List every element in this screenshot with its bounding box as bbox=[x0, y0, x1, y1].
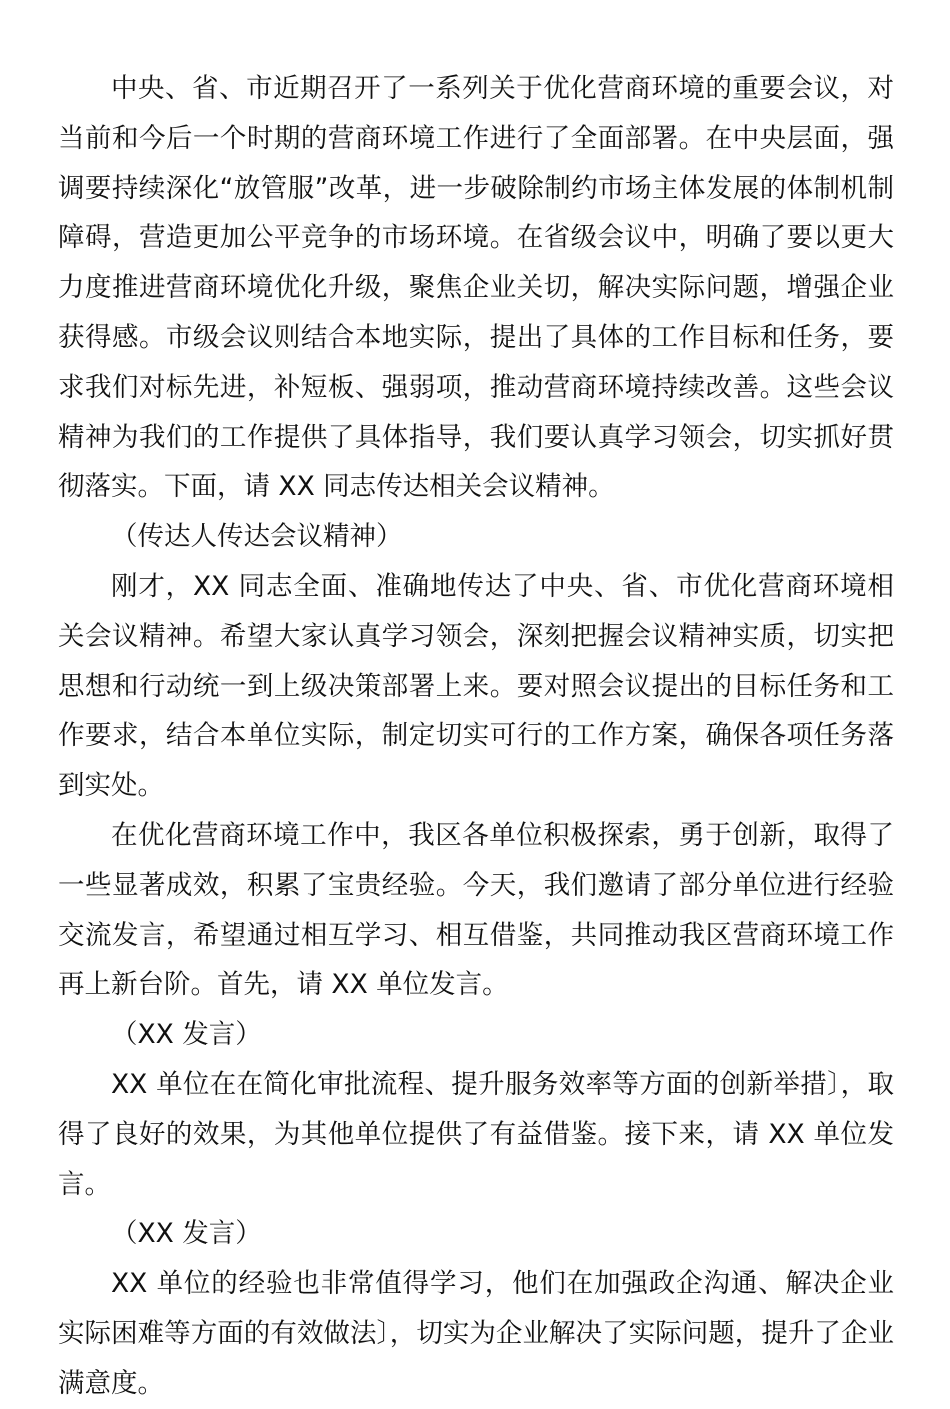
paragraph-speech-1-comment: XX 单位在在简化审批流程、提升服务效率等方面的创新举措〕，取得了良好的效果，为其他单位提供了有益借鉴。接下来，请 XX 单位发言。 bbox=[58, 1068, 894, 1200]
stage-direction-speech-2: （XX 发言） bbox=[111, 1218, 262, 1250]
paragraph-experience-intro: 在优化营商环境工作中，我区各单位积极探索，勇于创新，取得了一些显著成效，积累了宝贵经验。今天，我们邀请了部分单位进行经验交流发言，希望通过相互学习、相互借鉴，共同推动我区营商环境工作再上新台阶。首先，请 XX 单位发言。 bbox=[58, 819, 894, 1001]
stage-direction-speech-1: （XX 发言） bbox=[111, 1019, 262, 1051]
stage-direction-relay: （传达人传达会议精神） bbox=[111, 521, 403, 553]
paragraph-relay-summary: 刚才，XX 同志全面、准确地传达了中央、省、市优化营商环境相关会议精神。希望大家认真学习领会，深刻把握会议精神实质，切实把思想和行动统一到上级决策部署上来。要对照会议提出的目标任务和工作要求，结合本单位实际，制定切实可行的工作方案，确保各项任务落到实处。 bbox=[58, 570, 894, 802]
paragraph-speech-2-comment: XX 单位的经验也非常值得学习，他们在加强政企沟通、解决企业实际困难等方面的有效做法〕，切实为企业解决了实际问题，提升了企业满意度。 bbox=[58, 1268, 894, 1399]
paragraph-meeting-overview: 中央、省、市近期召开了一系列关于优化营商环境的重要会议，对当前和今后一个时期的营商环境工作进行了全面部署。在中央层面，强调要持续深化“放管服”改革，进一步破除制约市场主体发展的体制机制障碍，营造更加公平竞争的市场环境。在省级会议中，明确了要以更大力度推进营商环境优化升级，聚焦企业关切，解决实际问题，增强企业获得感。市级会议则结合本地实际，提出了具体的工作目标和任务，要求我们对标先进，补短板、强弱项，推动营商环境持续改善。这些会议精神为我们的工作提供了具体指导，我们要认真学习领会，切实抓好贯彻落实。下面，请 XX 同志传达相关会议精神。 bbox=[58, 73, 894, 503]
document-body bbox=[58, 64, 894, 1409]
